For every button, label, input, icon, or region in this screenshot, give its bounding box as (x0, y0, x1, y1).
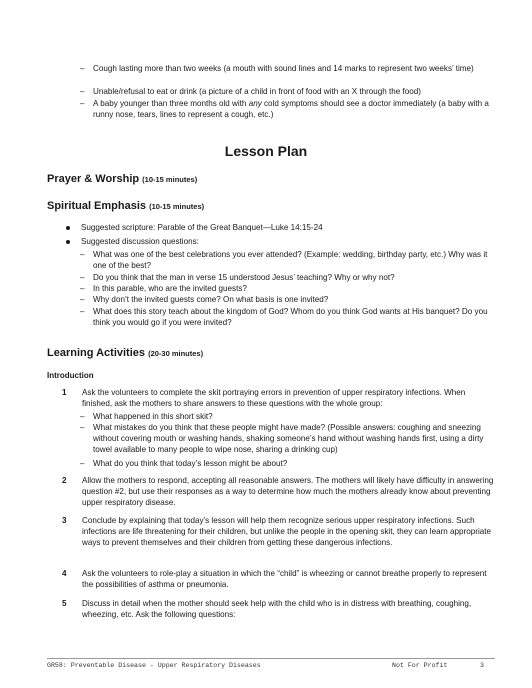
discussion-question: – Why don’t the invited guests come? On what basis is one invited? (80, 295, 329, 304)
footer-page-number: 3 (480, 662, 484, 669)
step-item: 5 Discuss in detail when the mother should seek help with the child who is in distress with breathing, coughing, wheezing, etc. Ask the following questions: (62, 599, 472, 620)
introduction-heading: Introduction (47, 371, 94, 380)
symptom-text: Cough lasting more than two weeks (a mouth with sound lines and 14 marks to represent two weeks’ time) (93, 64, 474, 73)
step-item: 1 Ask the volunteers to complete the skit portraying errors in prevention of upper respiratory infections. When finished, ask the mothers to share answers to these questions with the whole group: (62, 388, 466, 409)
discussion-question: – What was one of the best celebrations you ever attended? (Example: wedding, birthday party, etc.) Why was it one of the best? (80, 250, 488, 271)
symptom-text: Unable/refusal to eat or drink (a picture of a child in front of food with an X through the food) (93, 87, 421, 96)
symptom-item: – A baby younger than three months old with any cold symptoms should see a doctor immediately (a baby with a runny nose, tears, lines to represent a cough, etc.) (80, 99, 489, 120)
step-item: 4 Ask the volunteers to role-play a situation in which the “child” is wheezing or cannot breathe properly to represent the possibilities of asthma or pneumonia. (62, 569, 487, 590)
learning-heading: Learning Activities (20-30 minutes) (47, 347, 204, 359)
footer-course: GR58: Preventable Disease - Upper Respiratory Diseases (47, 662, 261, 669)
discussion-question: – In this parable, who are the invited guests? (80, 284, 247, 293)
discussion-bullet: Suggested discussion questions: (66, 236, 486, 247)
scripture-bullet: Suggested scripture: Parable of the Great Banquet—Luke 14:15-24 (66, 222, 486, 233)
skit-question: – What do you think that today’s lesson might be about? (80, 459, 288, 468)
discussion-question: – Do you think that the man in verse 15 understood Jesus’ teaching? Why or why not? (80, 273, 395, 282)
learning-duration: (20-30 minutes) (148, 349, 204, 358)
page-title: Lesson Plan (224, 143, 308, 159)
footer-notice: Not For Profit (392, 662, 448, 669)
symptom-item: – Cough lasting more than two weeks (a mouth with sound lines and 14 marks to represent two weeks’ time) (80, 63, 490, 74)
skit-question: – What mistakes do you think that these people might have made? (Possible answers: coughing and sneezing without covering mouth or washing hands, shaking someone’s hand without washing hands first, using a dirty towel available to many people to wipe nose, sharing a drinking cup) (80, 423, 484, 455)
spiritual-heading: Spiritual Emphasis (10-15 minutes) (47, 200, 205, 212)
spiritual-duration: (10-15 minutes) (149, 202, 205, 211)
step-item: 3 Conclude by explaining that today’s lesson will help them recognize serious upper respiratory infections. Such infections are life threatening for their children, but unlike the people in the opening skit, they can learn appropriate ways to prevent themselves and their children from getting these dangerous infections. (62, 516, 491, 548)
symptom-item: – Unable/refusal to eat or drink (a picture of a child in front of food with an X through the food) (80, 86, 490, 97)
prayer-heading: Prayer & Worship (10-15 minutes) (47, 173, 198, 185)
skit-question: – What happened in this short skit? (80, 412, 213, 421)
discussion-question: – What does this story teach about the kingdom of God? Whom do you think God wants at His banquet? Do you think you would go if you were invited? (80, 307, 488, 328)
footer-divider (47, 658, 495, 659)
emphasis-any: any (248, 99, 262, 108)
prayer-duration: (10-15 minutes) (142, 175, 198, 184)
step-item: 2 Allow the mothers to respond, accepting all reasonable answers. The mothers will likely have difficulty in answering question #2, but use their responses as a way to determine how much the mothers already know about preventing upper respiratory disease. (62, 476, 494, 508)
symptom-text: A baby younger than three months old with any cold symptoms should see a doctor immediately (a baby with a runny nose, tears, lines to represent a cough, etc.) (93, 99, 489, 120)
